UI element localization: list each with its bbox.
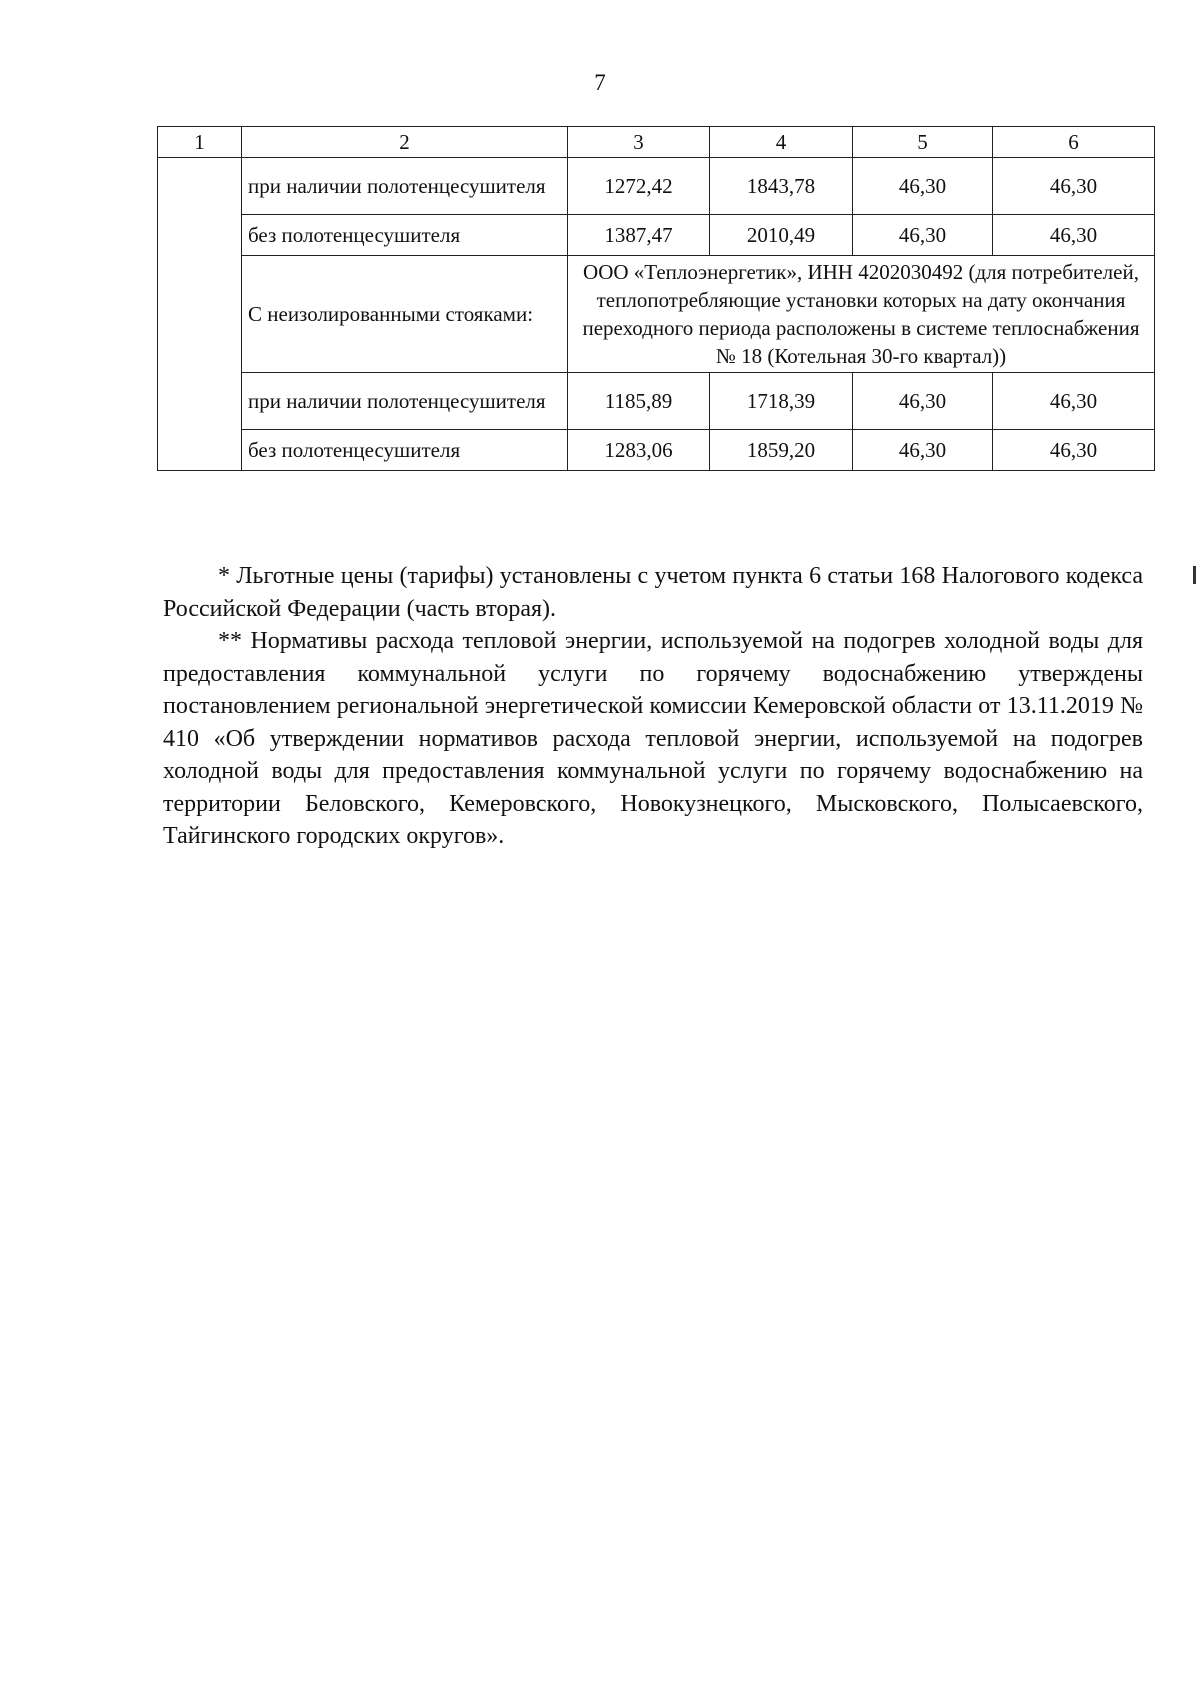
norm-value: 46,30: [853, 430, 993, 471]
tariff-value: 1859,20: [710, 430, 853, 471]
norm-value: 46,30: [853, 373, 993, 430]
tariff-value: 1843,78: [710, 158, 853, 215]
footnote-preferential-prices: * Льготные цены (тарифы) установлены с учетом пункта 6 статьи 168 Налогового кодекса Российской Федерации (часть вторая).: [163, 563, 1143, 622]
footnote-consumption-norms: ** Нормативы расхода тепловой энергии, используемой на подогрев холодной воды для предоставления коммунальной услуги по горячему водоснабжению утверждены постановлением региональной энергетической комиссии Кемеровской области от 13.11.2019 № 410 «Об утверждении нормативов расхода тепловой энергии, используемой на подогрев холодной воды для предоставления коммунальной услуги по горячему водоснабжению на территории Беловского, Кемеровского, Новокузнецкого, Мысковского, Полысаевского, Тайгинского городских округов».: [163, 628, 1143, 849]
tariff-value: 2010,49: [710, 215, 853, 256]
column-number-1: 1: [158, 127, 242, 158]
row-label: без полотенцесушителя: [242, 215, 568, 256]
margin-mark: [1193, 566, 1196, 584]
column-number-3: 3: [568, 127, 710, 158]
tariff-value: 1272,42: [568, 158, 710, 215]
table-row: [158, 373, 1155, 430]
row-label: при наличии полотенцесушителя: [242, 158, 568, 215]
norm-value: 46,30: [853, 215, 993, 256]
section-row: [158, 256, 1155, 373]
row-label: при наличии полотенцесушителя: [242, 373, 568, 430]
column-number-6: 6: [993, 127, 1155, 158]
column-number-5: 5: [853, 127, 993, 158]
tariff-value: 1185,89: [568, 373, 710, 430]
tariff-table: [157, 126, 1155, 471]
column-number-2: 2: [242, 127, 568, 158]
norm-value: 46,30: [993, 430, 1155, 471]
tariff-value: 1387,47: [568, 215, 710, 256]
norm-value: 46,30: [853, 158, 993, 215]
footnotes: [163, 560, 1143, 853]
norm-value: 46,30: [993, 373, 1155, 430]
table-header-row: [158, 127, 1155, 158]
section-label: С неизолированными стояками:: [242, 256, 568, 373]
row-label: без полотенцесушителя: [242, 430, 568, 471]
page-number: 7: [594, 70, 606, 95]
table-row: [158, 430, 1155, 471]
table-row: [158, 215, 1155, 256]
tariff-value: 1283,06: [568, 430, 710, 471]
organization-description: ООО «Теплоэнергетик», ИНН 4202030492 (для потребителей, теплопотребляющие установки которых на дату окончания переходного периода расположены в системе теплоснабжения № 18 (Котельная 30-го квартал)): [568, 256, 1155, 373]
norm-value: 46,30: [993, 215, 1155, 256]
table-row: [158, 158, 1155, 215]
norm-value: 46,30: [993, 158, 1155, 215]
empty-cell: [158, 158, 242, 471]
tariff-value: 1718,39: [710, 373, 853, 430]
column-number-4: 4: [710, 127, 853, 158]
